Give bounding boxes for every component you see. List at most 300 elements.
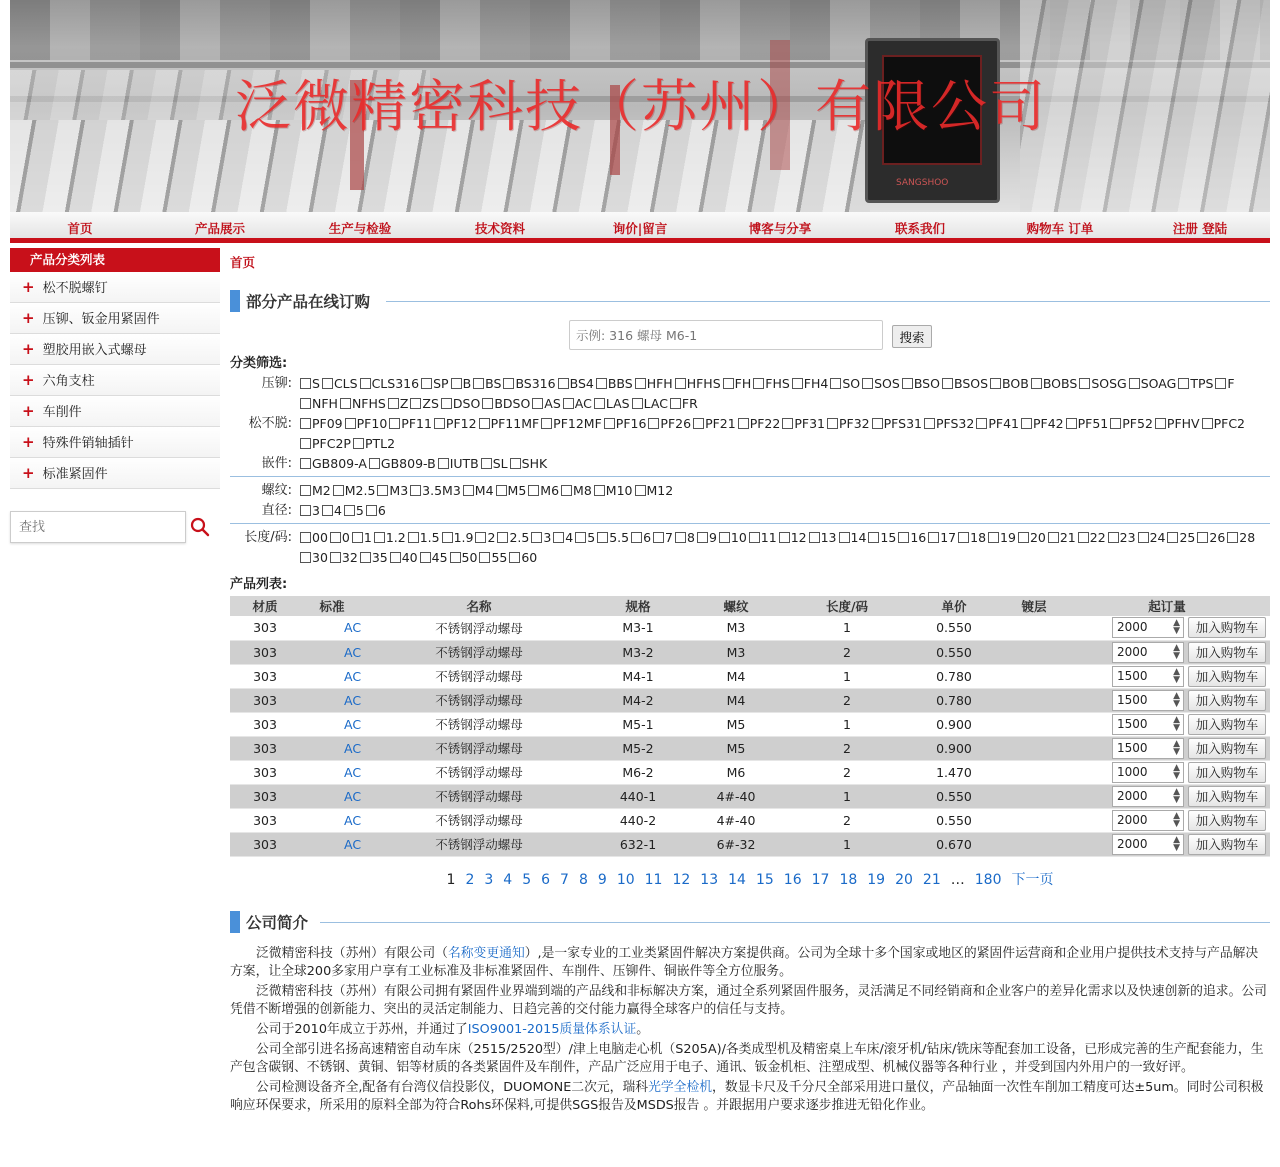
name-change-link[interactable]: 名称变更通知 — [447, 945, 525, 961]
checkbox-icon[interactable] — [353, 438, 364, 449]
filter-checkbox[interactable] — [872, 414, 922, 434]
checkbox-icon[interactable] — [503, 378, 514, 389]
filter-checkbox[interactable] — [1215, 374, 1234, 394]
filter-checkbox[interactable] — [693, 414, 736, 434]
filter-checkbox[interactable] — [1155, 414, 1200, 434]
filter-checkbox[interactable] — [597, 528, 629, 548]
filter-checkbox[interactable] — [390, 548, 418, 568]
filter-checkbox[interactable] — [360, 374, 420, 394]
checkbox-icon[interactable] — [531, 532, 542, 543]
filter-checkbox[interactable] — [553, 528, 573, 548]
checkbox-icon[interactable] — [561, 485, 572, 496]
page-link[interactable]: 15 — [755, 871, 774, 888]
checkbox-icon[interactable] — [482, 398, 493, 409]
checkbox-icon[interactable] — [541, 418, 552, 429]
filter-checkbox[interactable] — [670, 394, 698, 414]
checkbox-icon[interactable] — [473, 378, 484, 389]
stepper-arrows-icon[interactable]: ▲ ▼ — [1173, 642, 1180, 661]
filter-checkbox[interactable] — [300, 501, 320, 521]
checkbox-icon[interactable] — [958, 532, 969, 543]
checkbox-icon[interactable] — [300, 552, 311, 563]
checkbox-icon[interactable] — [902, 378, 913, 389]
checkbox-icon[interactable] — [496, 485, 507, 496]
filter-checkbox[interactable] — [496, 481, 527, 501]
filter-checkbox[interactable] — [1018, 528, 1046, 548]
checkbox-icon[interactable] — [738, 418, 749, 429]
checkbox-icon[interactable] — [594, 398, 605, 409]
filter-checkbox[interactable] — [300, 374, 320, 394]
checkbox-icon[interactable] — [360, 552, 371, 563]
checkbox-icon[interactable] — [1167, 532, 1178, 543]
checkbox-icon[interactable] — [340, 398, 351, 409]
checkbox-icon[interactable] — [928, 532, 939, 543]
checkbox-icon[interactable] — [723, 378, 734, 389]
page-link[interactable]: 17 — [811, 871, 830, 888]
checkbox-icon[interactable] — [632, 398, 643, 409]
checkbox-icon[interactable] — [300, 458, 311, 469]
checkbox-icon[interactable] — [792, 378, 803, 389]
filter-checkbox[interactable] — [330, 548, 358, 568]
sidebar-item[interactable] — [10, 396, 220, 427]
nav-cart[interactable]: 购物车 订单 — [1026, 221, 1094, 236]
filter-checkbox[interactable] — [479, 414, 540, 434]
filter-checkbox[interactable] — [300, 414, 343, 434]
page-link[interactable]: 16 — [783, 871, 802, 888]
add-to-cart-button[interactable]: 加入购物车 — [1188, 642, 1266, 663]
checkbox-icon[interactable] — [830, 378, 841, 389]
checkbox-icon[interactable] — [528, 485, 539, 496]
checkbox-icon[interactable] — [839, 532, 850, 543]
nav-home[interactable]: 首页 — [67, 221, 93, 236]
filter-checkbox[interactable] — [1167, 528, 1195, 548]
filter-checkbox[interactable] — [958, 528, 986, 548]
page-link[interactable]: 21 — [922, 871, 941, 888]
filter-checkbox[interactable] — [990, 374, 1029, 394]
checkbox-icon[interactable] — [450, 552, 461, 563]
iso-link[interactable]: ISO9001-2015质量体系认证 — [467, 1021, 637, 1037]
add-to-cart-button[interactable]: 加入购物车 — [1188, 810, 1266, 831]
checkbox-icon[interactable] — [648, 418, 659, 429]
filter-checkbox[interactable] — [352, 528, 372, 548]
filter-checkbox[interactable] — [421, 374, 448, 394]
filter-checkbox[interactable] — [1048, 528, 1076, 548]
add-to-cart-button[interactable]: 加入购物车 — [1188, 690, 1266, 711]
checkbox-icon[interactable] — [1138, 532, 1149, 543]
checkbox-icon[interactable] — [300, 505, 311, 516]
checkbox-icon[interactable] — [1031, 378, 1042, 389]
nav-products[interactable]: 产品展示 — [194, 221, 245, 236]
checkbox-icon[interactable] — [719, 532, 730, 543]
filter-checkbox[interactable] — [594, 481, 633, 501]
checkbox-icon[interactable] — [377, 485, 388, 496]
filter-checkbox[interactable] — [541, 414, 602, 434]
checkbox-icon[interactable] — [421, 378, 432, 389]
checkbox-icon[interactable] — [924, 418, 935, 429]
quantity-stepper[interactable] — [1112, 834, 1184, 855]
filter-checkbox[interactable] — [1129, 374, 1177, 394]
checkbox-icon[interactable] — [322, 505, 333, 516]
filter-checkbox[interactable] — [377, 481, 408, 501]
filter-checkbox[interactable] — [596, 374, 633, 394]
checkbox-icon[interactable] — [479, 418, 490, 429]
cell-standard-link[interactable]: AC — [300, 832, 364, 856]
cell-standard-link[interactable]: AC — [300, 664, 364, 688]
filter-checkbox[interactable] — [635, 374, 673, 394]
checkbox-icon[interactable] — [1048, 532, 1059, 543]
filter-checkbox[interactable] — [330, 528, 350, 548]
filter-checkbox[interactable] — [353, 434, 395, 454]
filter-checkbox[interactable] — [632, 394, 668, 414]
checkbox-icon[interactable] — [300, 418, 311, 429]
filter-checkbox[interactable] — [675, 374, 721, 394]
nav-blog[interactable]: 博客与分享 — [748, 221, 812, 236]
checkbox-icon[interactable] — [344, 505, 355, 516]
cell-standard-link[interactable]: AC — [300, 688, 364, 712]
checkbox-icon[interactable] — [1178, 378, 1189, 389]
checkbox-icon[interactable] — [408, 532, 419, 543]
filter-checkbox[interactable] — [561, 481, 592, 501]
nav-tech[interactable]: 技术资料 — [474, 221, 525, 236]
checkbox-icon[interactable] — [675, 532, 686, 543]
stepper-arrows-icon[interactable]: ▲ ▼ — [1173, 810, 1180, 829]
cell-standard-link[interactable]: AC — [300, 616, 364, 640]
checkbox-icon[interactable] — [779, 532, 790, 543]
filter-checkbox[interactable] — [475, 528, 495, 548]
filter-checkbox[interactable] — [442, 528, 474, 548]
filter-checkbox[interactable] — [631, 528, 651, 548]
product-search-input[interactable] — [569, 320, 883, 350]
checkbox-icon[interactable] — [481, 458, 492, 469]
checkbox-icon[interactable] — [872, 418, 883, 429]
checkbox-icon[interactable] — [631, 532, 642, 543]
page-link[interactable]: 13 — [700, 871, 719, 888]
checkbox-icon[interactable] — [1202, 418, 1213, 429]
filter-checkbox[interactable] — [782, 414, 825, 434]
filter-checkbox[interactable] — [753, 374, 790, 394]
checkbox-icon[interactable] — [670, 398, 681, 409]
cell-standard-link[interactable]: AC — [300, 712, 364, 736]
sidebar-item[interactable] — [10, 334, 220, 365]
filter-checkbox[interactable] — [697, 528, 717, 548]
checkbox-icon[interactable] — [330, 532, 341, 543]
checkbox-icon[interactable] — [390, 552, 401, 563]
checkbox-icon[interactable] — [558, 378, 569, 389]
filter-checkbox[interactable] — [1079, 374, 1126, 394]
checkbox-icon[interactable] — [898, 532, 909, 543]
filter-checkbox[interactable] — [300, 528, 328, 548]
filter-checkbox[interactable] — [719, 528, 747, 548]
filter-checkbox[interactable] — [809, 528, 837, 548]
filter-checkbox[interactable] — [1178, 374, 1213, 394]
sidebar-search-input[interactable] — [10, 511, 186, 543]
page-link[interactable]: 6 — [541, 871, 551, 888]
checkbox-icon[interactable] — [300, 438, 311, 449]
filter-checkbox[interactable] — [300, 434, 351, 454]
nav-production[interactable]: 生产与检验 — [328, 221, 392, 236]
checkbox-icon[interactable] — [1078, 532, 1089, 543]
checkbox-icon[interactable] — [352, 532, 363, 543]
filter-checkbox[interactable] — [1197, 528, 1225, 548]
filter-checkbox[interactable] — [723, 374, 752, 394]
checkbox-icon[interactable] — [827, 418, 838, 429]
filter-checkbox[interactable] — [675, 528, 695, 548]
filter-checkbox[interactable] — [827, 414, 870, 434]
filter-checkbox[interactable] — [749, 528, 777, 548]
add-to-cart-button[interactable]: 加入购物车 — [1188, 786, 1266, 807]
filter-checkbox[interactable] — [528, 481, 559, 501]
filter-checkbox[interactable] — [450, 548, 478, 568]
add-to-cart-button[interactable]: 加入购物车 — [1188, 617, 1266, 638]
filter-checkbox[interactable] — [322, 501, 342, 521]
checkbox-icon[interactable] — [463, 485, 474, 496]
checkbox-icon[interactable] — [366, 505, 377, 516]
filter-checkbox[interactable] — [340, 394, 386, 414]
filter-checkbox[interactable] — [1110, 414, 1153, 434]
add-to-cart-button[interactable]: 加入购物车 — [1188, 714, 1266, 735]
checkbox-icon[interactable] — [1197, 532, 1208, 543]
filter-checkbox[interactable] — [300, 394, 338, 414]
filter-checkbox[interactable] — [1066, 414, 1109, 434]
checkbox-icon[interactable] — [868, 532, 879, 543]
page-link[interactable]: 9 — [597, 871, 607, 888]
filter-checkbox[interactable] — [300, 548, 328, 568]
quantity-stepper[interactable] — [1112, 690, 1184, 711]
filter-checkbox[interactable] — [322, 374, 358, 394]
filter-checkbox[interactable] — [451, 374, 472, 394]
checkbox-icon[interactable] — [635, 378, 646, 389]
filter-checkbox[interactable] — [503, 374, 555, 394]
filter-checkbox[interactable] — [408, 528, 440, 548]
checkbox-icon[interactable] — [300, 532, 311, 543]
checkbox-icon[interactable] — [441, 398, 452, 409]
checkbox-icon[interactable] — [479, 552, 490, 563]
checkbox-icon[interactable] — [675, 378, 686, 389]
cell-standard-link[interactable]: AC — [300, 808, 364, 832]
checkbox-icon[interactable] — [438, 458, 449, 469]
checkbox-icon[interactable] — [563, 398, 574, 409]
page-link[interactable]: 14 — [728, 871, 746, 888]
checkbox-icon[interactable] — [410, 485, 421, 496]
filter-checkbox[interactable] — [482, 394, 530, 414]
cell-standard-link[interactable]: AC — [300, 736, 364, 760]
filter-checkbox[interactable] — [928, 528, 956, 548]
checkbox-icon[interactable] — [509, 552, 520, 563]
filter-checkbox[interactable] — [531, 528, 551, 548]
checkbox-icon[interactable] — [1215, 378, 1226, 389]
checkbox-icon[interactable] — [782, 418, 793, 429]
quantity-stepper[interactable] — [1112, 617, 1184, 638]
checkbox-icon[interactable] — [374, 532, 385, 543]
filter-checkbox[interactable] — [1138, 528, 1166, 548]
quantity-stepper[interactable] — [1112, 714, 1184, 735]
filter-checkbox[interactable] — [1078, 528, 1106, 548]
quantity-stepper[interactable] — [1112, 810, 1184, 831]
stepper-arrows-icon[interactable]: ▲ ▼ — [1173, 834, 1180, 853]
checkbox-icon[interactable] — [809, 532, 820, 543]
filter-checkbox[interactable] — [410, 394, 439, 414]
filter-checkbox[interactable] — [360, 548, 388, 568]
quantity-stepper[interactable] — [1112, 762, 1184, 783]
checkbox-icon[interactable] — [862, 378, 873, 389]
checkbox-icon[interactable] — [653, 532, 664, 543]
stepper-arrows-icon[interactable]: ▲ ▼ — [1173, 666, 1180, 685]
filter-checkbox[interactable] — [420, 548, 448, 568]
filter-checkbox[interactable] — [300, 481, 331, 501]
filter-checkbox[interactable] — [976, 414, 1019, 434]
page-link[interactable]: 2 — [465, 871, 475, 888]
page-link[interactable]: 7 — [560, 871, 569, 888]
page-link[interactable]: 12 — [672, 871, 691, 888]
filter-checkbox[interactable] — [479, 548, 507, 568]
filter-checkbox[interactable] — [563, 394, 592, 414]
filter-checkbox[interactable] — [389, 414, 432, 434]
sidebar-item[interactable] — [10, 427, 220, 458]
filter-checkbox[interactable] — [1031, 374, 1078, 394]
filter-checkbox[interactable] — [898, 528, 926, 548]
add-to-cart-button[interactable]: 加入购物车 — [1188, 834, 1266, 855]
sidebar-item[interactable] — [10, 303, 220, 334]
cell-standard-link[interactable]: AC — [300, 640, 364, 664]
filter-checkbox[interactable] — [1227, 528, 1255, 548]
page-link[interactable]: 20 — [895, 871, 913, 888]
filter-checkbox[interactable] — [924, 414, 974, 434]
filter-checkbox[interactable] — [648, 414, 691, 434]
filter-checkbox[interactable] — [1202, 414, 1245, 434]
add-to-cart-button[interactable]: 加入购物车 — [1188, 738, 1266, 759]
stepper-arrows-icon[interactable]: ▲ ▼ — [1173, 690, 1180, 709]
checkbox-icon[interactable] — [1079, 378, 1090, 389]
filter-checkbox[interactable] — [300, 454, 367, 474]
filter-checkbox[interactable] — [558, 374, 594, 394]
filter-checkbox[interactable] — [792, 374, 829, 394]
checkbox-icon[interactable] — [300, 398, 311, 409]
filter-checkbox[interactable] — [942, 374, 988, 394]
checkbox-icon[interactable] — [1108, 532, 1119, 543]
checkbox-icon[interactable] — [1227, 532, 1238, 543]
checkbox-icon[interactable] — [596, 378, 607, 389]
filter-checkbox[interactable] — [509, 548, 537, 568]
filter-checkbox[interactable] — [497, 528, 529, 548]
nav-inquiry[interactable]: 询价|留言 — [612, 221, 668, 236]
checkbox-icon[interactable] — [693, 418, 704, 429]
checkbox-icon[interactable] — [594, 485, 605, 496]
quantity-stepper[interactable] — [1112, 642, 1184, 663]
filter-checkbox[interactable] — [862, 374, 900, 394]
checkbox-icon[interactable] — [1129, 378, 1140, 389]
filter-checkbox[interactable] — [830, 374, 860, 394]
stepper-arrows-icon[interactable]: ▲ ▼ — [1173, 762, 1180, 781]
stepper-arrows-icon[interactable]: ▲ ▼ — [1173, 738, 1180, 757]
stepper-arrows-icon[interactable]: ▲ ▼ — [1173, 714, 1180, 733]
filter-checkbox[interactable] — [532, 394, 561, 414]
checkbox-icon[interactable] — [1018, 532, 1029, 543]
checkbox-icon[interactable] — [388, 398, 399, 409]
page-link[interactable]: 19 — [867, 871, 886, 888]
quantity-stepper[interactable] — [1112, 786, 1184, 807]
checkbox-icon[interactable] — [976, 418, 987, 429]
filter-checkbox[interactable] — [653, 528, 673, 548]
filter-checkbox[interactable] — [594, 394, 630, 414]
filter-checkbox[interactable] — [738, 414, 781, 434]
filter-checkbox[interactable] — [441, 394, 480, 414]
page-link[interactable]: 8 — [578, 871, 588, 888]
checkbox-icon[interactable] — [988, 532, 999, 543]
page-link-last[interactable]: 180 — [974, 871, 1002, 888]
checkbox-icon[interactable] — [333, 485, 344, 496]
filter-checkbox[interactable] — [510, 454, 548, 474]
page-link[interactable]: 4 — [503, 871, 513, 888]
filter-checkbox[interactable] — [369, 454, 436, 474]
checkbox-icon[interactable] — [532, 398, 543, 409]
checkbox-icon[interactable] — [990, 378, 1001, 389]
nav-contact[interactable]: 联系我们 — [894, 221, 945, 236]
page-link[interactable]: 18 — [839, 871, 858, 888]
filter-checkbox[interactable] — [635, 481, 674, 501]
search-icon[interactable] — [190, 517, 210, 537]
add-to-cart-button[interactable]: 加入购物车 — [1188, 762, 1266, 783]
filter-checkbox[interactable] — [388, 394, 409, 414]
filter-checkbox[interactable] — [345, 414, 388, 434]
stepper-arrows-icon[interactable]: ▲ ▼ — [1173, 618, 1180, 637]
page-link[interactable]: 5 — [522, 871, 532, 888]
sidebar-item[interactable] — [10, 272, 220, 303]
checkbox-icon[interactable] — [451, 378, 462, 389]
checkbox-icon[interactable] — [1110, 418, 1121, 429]
checkbox-icon[interactable] — [604, 418, 615, 429]
breadcrumb[interactable]: 首页 — [230, 255, 256, 270]
checkbox-icon[interactable] — [697, 532, 708, 543]
checkbox-icon[interactable] — [442, 532, 453, 543]
product-search-button[interactable]: 搜索 — [892, 325, 932, 348]
filter-checkbox[interactable] — [374, 528, 406, 548]
checkbox-icon[interactable] — [434, 418, 445, 429]
cell-standard-link[interactable]: AC — [300, 784, 364, 808]
filter-checkbox[interactable] — [434, 414, 477, 434]
checkbox-icon[interactable] — [300, 485, 311, 496]
filter-checkbox[interactable] — [333, 481, 376, 501]
cell-standard-link[interactable]: AC — [300, 760, 364, 784]
checkbox-icon[interactable] — [369, 458, 380, 469]
checkbox-icon[interactable] — [389, 418, 400, 429]
filter-checkbox[interactable] — [868, 528, 896, 548]
checkbox-icon[interactable] — [749, 532, 760, 543]
checkbox-icon[interactable] — [300, 378, 311, 389]
checkbox-icon[interactable] — [553, 532, 564, 543]
page-link[interactable]: 11 — [644, 871, 663, 888]
stepper-arrows-icon[interactable]: ▲ ▼ — [1173, 786, 1180, 805]
filter-checkbox[interactable] — [575, 528, 595, 548]
filter-checkbox[interactable] — [438, 454, 479, 474]
checkbox-icon[interactable] — [330, 552, 341, 563]
filter-checkbox[interactable] — [410, 481, 461, 501]
page-link[interactable]: 10 — [616, 871, 635, 888]
next-page-link[interactable]: 下一页 — [1011, 871, 1054, 888]
checkbox-icon[interactable] — [1066, 418, 1077, 429]
filter-checkbox[interactable] — [839, 528, 867, 548]
filter-checkbox[interactable] — [344, 501, 364, 521]
filter-checkbox[interactable] — [481, 454, 508, 474]
checkbox-icon[interactable] — [475, 532, 486, 543]
filter-checkbox[interactable] — [1021, 414, 1064, 434]
checkbox-icon[interactable] — [753, 378, 764, 389]
sidebar-item[interactable] — [10, 458, 220, 489]
optical-inspection-link[interactable]: 光学全检机 — [648, 1079, 713, 1095]
checkbox-icon[interactable] — [510, 458, 521, 469]
filter-checkbox[interactable] — [779, 528, 807, 548]
checkbox-icon[interactable] — [942, 378, 953, 389]
sidebar-item[interactable] — [10, 365, 220, 396]
checkbox-icon[interactable] — [1021, 418, 1032, 429]
